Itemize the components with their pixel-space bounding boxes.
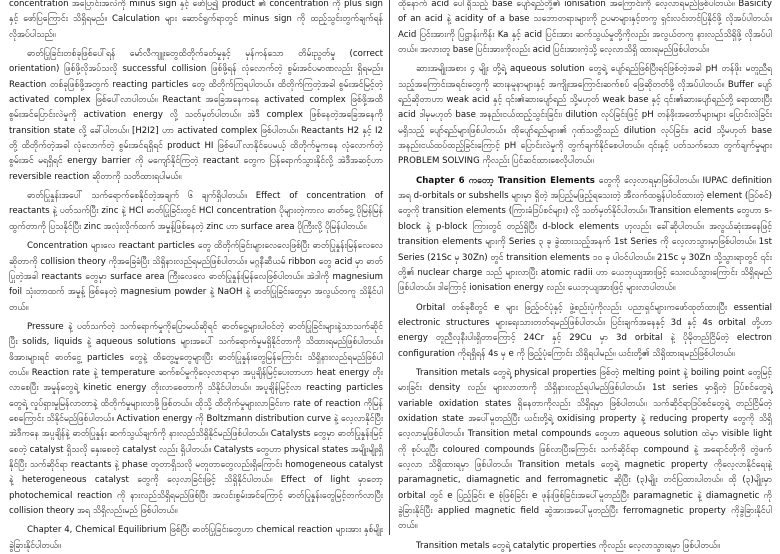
chapter-6-heading: Chapter 6 ကတော့ Transition Elements xyxy=(416,175,595,186)
right-paragraph-acid-base: ထိုနောက် acid ပေါ်ရှိသည့် base ပျော်ရည်တို့၏ ionisation အကြောင်းကို လေ့လာရမည်ဖြစ်ပါတယ်။ Basicity of an acid နဲ့ acidity of a base သဘောတရားများကို ဥပမာများနှင့်တကွ ရှင်းလင်းတင်ပြနိုင်ဖို့ လိုအပ်ပါတယ်။ Acid ပြင်းအားကို ပြဋ္ဌာန်းကိန်း Ka နှင့် acid ပြင်းအား ဆက်သွယ်မှုတို့ကိုလည်း အလွယ်တကူ နားလည်သိရှိဖို့ လိုအပ်ပါတယ်။ အလားတူ base ပြင်းအားကိုလည်း acid ပြင်းအားကဲ့သို့ လေ့လာသိရှိ ထားရမည်ဖြစ်ပါတယ်။ xyxy=(398,0,772,56)
column-divider xyxy=(389,0,390,535)
right-column xyxy=(398,0,772,554)
transition-elements-body: တွေကို လေ့လာရမှာဖြစ်ပါတယ်။ IUPAC definition အရ d-orbitals or subshells များမှာ ရှိတဲ့ အပြည့်မဖြည့်ရသေးတဲ့ အီလက်ထရွန်ပါဝင်ထားတဲ့ element (ဒြပ်စင်) တွေကို transition elements (ကြားခံဒြပ်စင်များ) လို့ သတ်မှတ်နိုင်ပါတယ်။ Transition elements တွေဟာ s-block နဲ့ p-block ကြားတွင် တည်ရှိပြီး d-block elements ဟုလည်း ခေါ်ဆိုပါတယ်။ အလွယ်ဆုံးအနေဖြင့် transition elements များကို Series ၃ ခု ခွဲထားသည့်အနက် 1st Series ကို လေ့လာသွားမှာဖြစ်ပါတယ်။ 1st Series (21Sc မှ 30Zn) တွင် transition elements ၁၀ ခု ပါဝင်ပါတယ်။ 21Sc မှ 30Zn သို့သွားရာတွင် ၎င်းတို့၏ nuclear charge သည် များလာပြီး atomic radii ဟာ ယေဘုယျအားဖြင့် သေးငယ်သွားကြောင်း သိရှိရမည်ဖြစ်ပါတယ်။ ဒါကြောင့် ionisation energy လည်း ယေဘုယျအားဖြင့် များလာပါတယ်။ xyxy=(398,175,773,294)
left-column xyxy=(9,0,383,554)
left-paragraph-chapter-4: Chapter 4, Chemical Equilibrium ဖြစ်ပြီး ဓာတ်ပြုခြင်းတွေဟာ chemical reaction များအား နှစ်မျိုး ခွဲခြားနိုင်ပါတယ်။ xyxy=(9,525,383,551)
right-paragraph-physical-properties: Transition metals တွေရဲ့ physical properties ဖြစ်တဲ့ melting point နဲ့ boiling point တွေမြင့်မားခြင်း density လည်း များလာတာကို သိရှိနားလည်ရပါမည်ဖြစ်ပါတယ်။ 1st series မှာရှိတဲ့ ဒြပ်စင်တွေရဲ့ variable oxidation states ရှိနေတာကိုလည်း သိရှိရမှာ ဖြစ်ပါတယ်။ သက်ဆိုင်ရာဒြပ်စင်တွေရဲ့ တည်ငြိမ်တဲ့ oxidation state အပေါ်မူတည်ပြီး ယင်းတို့ရဲ့ oxidising property နဲ့ reducing property တွေကို သိရှိလေ့လာမှုဖြစ်ပါတယ်။ Transition metal compounds တွေဟာ aqueous solution ထဲမှာ visible light ကို စုပ်ယူပြီး coloured compounds ဖြစ်လာပြီးကြောင်း သက်ဆိုင်ရာ compound နဲ့ အရောင်တိုကို တွဲဖက်လေ့လာ သိရှိထားရမှာ ဖြစ်ပါတယ်။ Transition metals တွေရဲ့ magnetic property ကိုလေ့လာနိုင်ရေးနဲ့ paramagnetic, diamagnetic and ferromagnetic ဆိုပြီး (၃)မျိုး တင်ပြထားပါတယ်။ ထို (၃)မျိုးမှာ orbital တွင် e ပြည့်ခြင်း e စုံဖြစ်ခြင်း e ဖုန်းဖြစ်ခြင်းအပေါ်မူတည်ပြီး paramagnetic နဲ့ diamagnetic ကို ခွဲခြားနိုင်ပြီး applied magnetic field ဆွဲအားအပေါ်မူတည်ပြီး ferromagnetic property ကိုခွဲခြားနိုင်ပါတယ်။ xyxy=(398,367,772,532)
right-paragraph-salts-buffer: ဆားအမျိုးအစား ၄ မျိုး တို့ရဲ့ aqueous solution တွေရဲ့ ပျော်ရည်ဖြစ်ပြီးရင်ဖြစ်တဲ့အခါ pH တန်ဖိုး မတူညီရသည့်အကြောင်းအရင်းတွေကို ဆားနမူနာများနှင့် အကျိုးအကြောင်းဆက်စပ် ဖြေဆိုတတ်ဖို့ လိုအပ်ပါတယ်။ Buffer ပျော်ရည်ဆိုတာဟာ weak acid နှင့် ၎င်း၏ဆားပျော်ရည် သို့မဟုတ် weak base နှင့် ၎င်း၏ဆားပျော်ရည်တို့ ရောထားပြီး acid ဒါမှမဟုတ် base အနည်းငယ်ထည့်သွင်းခြင်း၊ dilution လုပ်ခြင်းဖြင့် pH တန်ဖိုးအတော်များများ ပြောင်းလဲခြင်း မရှိသည့် ပျော်ရည်များဖြစ်ပါတယ်။ ထိုပျော်ရည်များ၏ ဂုဏ်သတ္တိသည် dilution လုပ်ခြင်း၊ acid သို့မဟုတ် base အနည်းငယ်ထပ်ထည့်ခြင်းကြောင့် pH ပြောင်းလဲမှုကို တွက်ချက်နိုင်စေပါတယ်။ ၎င်းနှင့် ပတ်သက်သော တွက်ချက်မှုများ PROBLEM SOLVING ကိုလည်း ပြင်ဆင်ထားစေလိုပါတယ်။ xyxy=(398,64,772,167)
left-paragraph-rate-notation: concentration အပြောင်းအလဲကို minus sign နှင့် ဖော်ပြ၍ product ၏ concentration ကို plus sign နှင့် ဖော်ပြကြောင်း သိရှိရမည်။ Calculation များ ဆောင်ရွက်ရာတွင် minus sign ကို ထည့်သွင်းတွက်ချက်ရန် လိုအပ်ပါသည်။ xyxy=(9,0,383,40)
left-paragraph-concentration-effect: ဓာတ်ပြုနှုန်းအပေါ် သက်ရောက်စေနိုင်တဲ့အချက် ၆ ချက်ရှိပါတယ်။ Effect of concentration of reactants နဲ့ ပတ်သက်ပြီး zinc နဲ့ HCl ဓာတ်ပြုခြင်းတွင် HCl concentration ပိုများတဲ့ကာလ ဓာတ်ငွေ့ ပိုမြန်မြန်ထွက်တာကို ပြသနိုင်ပြီး zinc အလုံးလိုက်ထက် အမှုန့်ဖြစ်နေတဲ့ zinc ဟာ surface area ပိုကြီးလို့ ပိုမြန်ပါတယ်။ xyxy=(9,191,383,232)
left-paragraph-surface-area: Concentration များလေ reactant particles တွေ ထိတိုက်ခြင်းများလေလေဖြစ်ပြီး ဓာတ်ပြုနှုန်းမြန်လေလေ ဆိုတာကို collision theory ကိုအခြေခံပြီး သိရှိနားလည်ရမည်ဖြစ်ပါတယ်။ မဂ္ဂနီဆီယမ် ribbon တွေ acid မှာ ဓာတ်ပြုတဲ့အခါ reactants တွေမှာ surface area ကြီးလေလေ ဓာတ်ပြုနှုန်းမြန်လေဖြစ်ပါတယ်။ အဲဒါကို magnesium foil သုံးတာထက် အမှုန့် ဖြစ်နေတဲ့ magnesium powder နဲ့ NaOH နဲ့ ဓာတ်ပြုခြင်းတွေမှာ အလွယ်တကူ သိနိုင်ပါတယ်။ xyxy=(9,241,383,313)
right-paragraph-orbitals: Orbital တစ်ခုစီတွင် e များ ဖြည့်ဝင်ပုံနှင့် ဖွဲ့စည်းပုံကိုလည်း ပညာရှင်များကဖော်ထုတ်ထားပြီး essential electronic structures များရေးသားတတ်ရမည်ဖြစ်ပါတယ်။ ပြင်းချက်အနေနှင့် 3d နှင့် 4s orbital တို့ဟာ energy တူညီလုနီးပါးရှိတာကြောင့် 24Cr နှင့် 29Cu မှာ 3d orbital နဲ့ ပိုမိုတည်ငြိမ်တဲ့ electron configuration ကိုရရှိရန် 4s မှ e ကို ဖြည့်ပုံကြောင်း သိရှိရပါမည်။ ယင်းတို့၏ သိရှိထားရမည်ဖြစ်ပါတယ်။ xyxy=(398,302,772,359)
right-paragraph-transition-elements xyxy=(398,174,772,297)
left-paragraph-collision-activation: ဓာတ်ပြုခြင်းတစ်ခုဖြစ်ပေါ်ရန် မော်လီကျူးတွေထိတိုက်ခတ်မှုနှင့် မှန်ကန်သော တိမ်းညွတ်မှု (correct orientation) ဖြစ်ဖို့လိုအပ်သလို successful collision ဖြစ်ဖို့ရန် လုံလောက်တဲ့ စွမ်းအင်ပမာဏလည်း ရှိရမည်။ Reaction တစ်ခုဖြစ်ဖို့အတွက် reacting particles တွေ ထိတိုက်ကြရပါတယ်။ ထိတိုက်ကြတဲ့အခါ စွမ်းအင်မြင့်တဲ့ activated complex ဖြစ်ပေါ်လာပါတယ်။ Reactant အခြေအနေကနေ activated complex ဖြစ်ဖို့အထိ စွမ်းအင်ပြောင်းလဲမှုကို activation energy လို့ သတ်မှတ်ပါတယ်။ အဲဒီ complex ဖြစ်နေတဲ့အခြေအနေကို transition state လို့ ခေါ်ပါတယ်။ [H2I2] ဟာ activated complex ဖြစ်ပါတယ်။ Reactants H2 နှင့် I2 တို့ ထိတိုက်တဲ့အခါ လုံလောက်တဲ့ စွမ်းအင်ရရှိရင် product HI ဖြစ်ပေါ်လာနိုင်ပေမယ့် ထိတိုက်မှုကနေ လုံလောက်တဲ့ စွမ်းအင် မရရှိရင် energy barrier ကို မကျော်နိုင်ကြတဲ့ reactant တွေက ပြန်ရောက်သွားနိုင်လို့ အဲဒီအဆင့်ဟာ reversible reaction ဆိုတာကို သတိထားရပါမယ်။ xyxy=(9,49,383,182)
left-paragraph-pressure-temperature-catalyst: Pressure နဲ့ ပတ်သက်တဲ့ သက်ရောက်မှုကိုပြောမယ်ဆိုရင် ဓာတ်ငွေ့များပါဝင်တဲ့ ဓာတ်ပြုခြင်းများနဲ့သာသက်ဆိုင်ပြီး solids, liquids နဲ့ aqueous solutions များအပေါ် သက်ရောက်မှုမရှိနိုင်တာကို သိထားရမည်ဖြစ်ပါတယ်။ ဖိအားများရင် ဓာတ်ငွေ့ particles တွေနဲ့ ထိတွေ့မှုတွေများပြီး ဓာတ်ပြုနှုန်းတွေမြန်ကြောင်း သိရှိနားလည်ရမည်ဖြစ်ပါတယ်။ Reaction rate နဲ့ temperature ဆက်စပ်မှုကိုလေ့လာရာမှာ အပူချိန်မြင့်ပေးတာဟာ heat energy တိုးလာစေပြီး အမှုန်တွေရဲ့ kinetic energy တိုးလာစေတာကို သိနိုင်ပါတယ်။ အပူချိန်မြင့်လာ reacting particles တွေရဲ့ လှုပ်ရှားမှုမြန်လာတာနဲ့ ထိတိုက်မှုများလာဖို့ဖြစ်တယ်။ ထိုသို့ ထိတိုက်မှုများလာခြင်းက rate of reaction ကိုမြန်စေကြောင်း သိနိုင်မည်ဖြစ်ပါတယ်။ Activation energy ကို Boltzmann distribution curve နဲ့ လေ့လာနိုင်ပြီး အဲဒီကနေ အပူချိန်နဲ့ ဓာတ်ပြုနှုန်း ဆက်သွယ်ချက်ကို နားလည်သိရှိနိုင်မည်ဖြစ်ပါတယ်။ Catalysts တွေမှာ ဓာတ်ပြုနှုန်းမြင့်စေတဲ့ catalyst ရှိသလို နှေးစေတဲ့ catalyst လည်း ရှိပါတယ်။ Catalysts တွေဟာ physical states အမျိုးမျိုးရှိနိုင်ပြီး သက်ဆိုင်ရာ reactants နဲ့ phase တူတာရှိသလို မတူတာတွေလည်းရှိကြောင်း homogeneous catalyst နဲ့ heterogeneous catalyst တွေကို လေ့လာခြင်းဖြင့် သိရှိနိုင်ပါတယ်။ Effect of light မှာတော့ photochemical reaction ကို နားလည်သိရှိရမည်ဖြစ်ပြီး အလင်းစွမ်းအင်ကြောင့် ဓာတ်ပြုနှုန်းတွေမြင့်တက်လာပြီး collision theory အရ သိရှိလည်းမည် ဖြစ်ပါတယ်။ xyxy=(9,321,383,516)
right-paragraph-catalytic: Transition metals တွေရဲ့ catalytic properties ကိုလည်း လေ့လာသွားရမှာ ဖြစ်ပါတယ်။ xyxy=(416,540,720,551)
